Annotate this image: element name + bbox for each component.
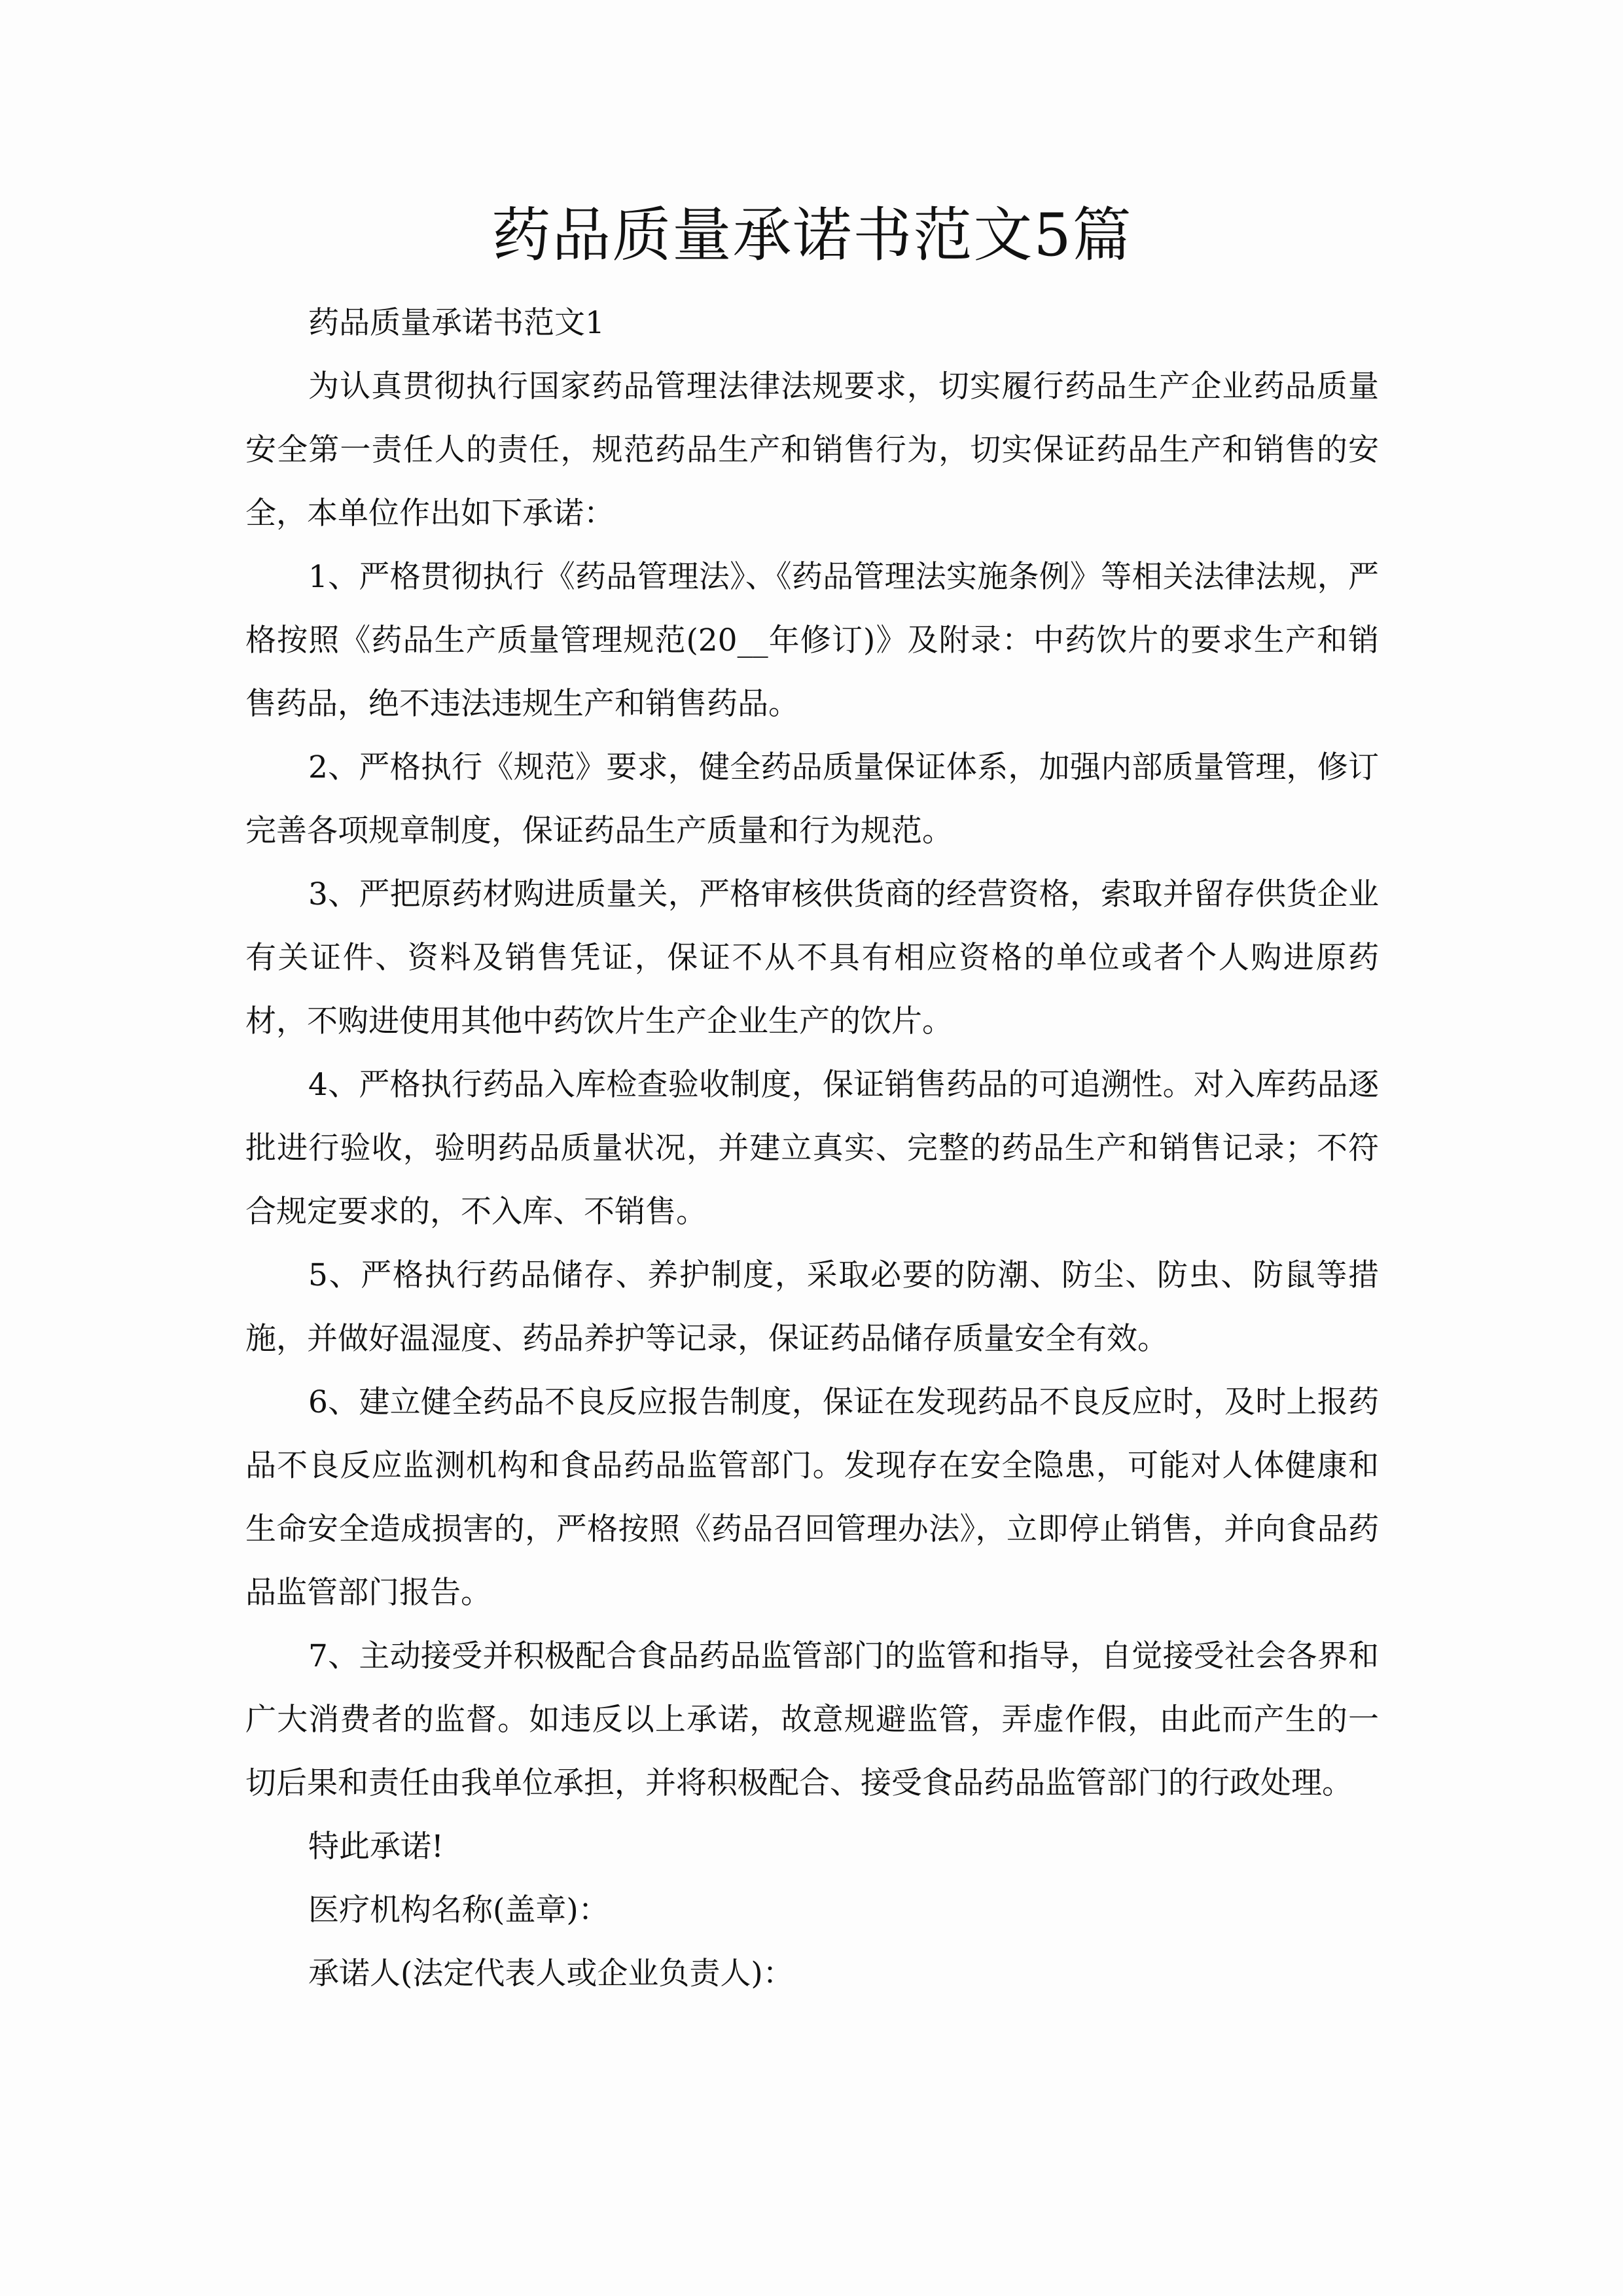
commitment-item-4: 4、严格执行药品入库检查验收制度，保证销售药品的可追溯性。对入库药品逐批进行验收，验明药品质量状况，并建立真实、完整的药品生产和销售记录；不符合规定要求的，不入库、不销售。 — [245, 1067, 1379, 1230]
commitment-item-3: 3、严把原药材购进质量关，严格审核供货商的经营资格，索取并留存供货企业有关证件、资料及销售凭证，保证不从不具有相应资格的单位或者个人购进原药材，不购进使用其他中药饮片生产企业生产的饮片。 — [245, 876, 1379, 1039]
document-title: 药品质量承诺书范文5篇 — [491, 201, 1133, 270]
document-body — [245, 291, 1379, 2005]
commitment-item-7: 7、主动接受并积极配合食品药品监管部门的监管和指导，自觉接受社会各界和广大消费者的监督。如违反以上承诺，故意规避监管，弄虚作假，由此而产生的一切后果和责任由我单位承担，并将积极配合、接受食品药品监管部门的行政处理。 — [245, 1638, 1379, 1801]
intro-paragraph: 为认真贯彻执行国家药品管理法律法规要求，切实履行药品生产企业药品质量安全第一责任人的责任，规范药品生产和销售行为，切实保证药品生产和销售的安全，本单位作出如下承诺： — [245, 368, 1379, 531]
commitment-item-5: 5、严格执行药品储存、养护制度，采取必要的防潮、防尘、防虫、防鼠等措施，并做好温湿度、药品养护等记录，保证药品储存质量安全有效。 — [245, 1257, 1379, 1357]
section-heading: 药品质量承诺书范文1 — [308, 305, 605, 341]
signature-organization: 医疗机构名称(盖章)： — [308, 1892, 609, 1928]
commitment-item-2: 2、严格执行《规范》要求，健全药品质量保证体系，加强内部质量管理，修订完善各项规章制度，保证药品生产质量和行为规范。 — [245, 749, 1379, 849]
commitment-item-6: 6、建立健全药品不良反应报告制度，保证在发现药品不良反应时，及时上报药品不良反应监测机构和食品药品监管部门。发现存在安全隐患，可能对人体健康和生命安全造成损害的，严格按照《药品召回管理办法》，立即停止销售，并向食品药品监管部门报告。 — [245, 1384, 1379, 1611]
commitment-item-1: 1、严格贯彻执行《药品管理法》、《药品管理法实施条例》等相关法律法规，严格按照《药品生产质量管理规范(20__年修订)》及附录：中药饮片的要求生产和销售药品，绝不违法违规生产和销售药品。 — [245, 559, 1379, 722]
closing-statement: 特此承诺! — [308, 1829, 444, 1865]
signature-person: 承诺人(法定代表人或企业负责人)： — [308, 1956, 794, 1992]
